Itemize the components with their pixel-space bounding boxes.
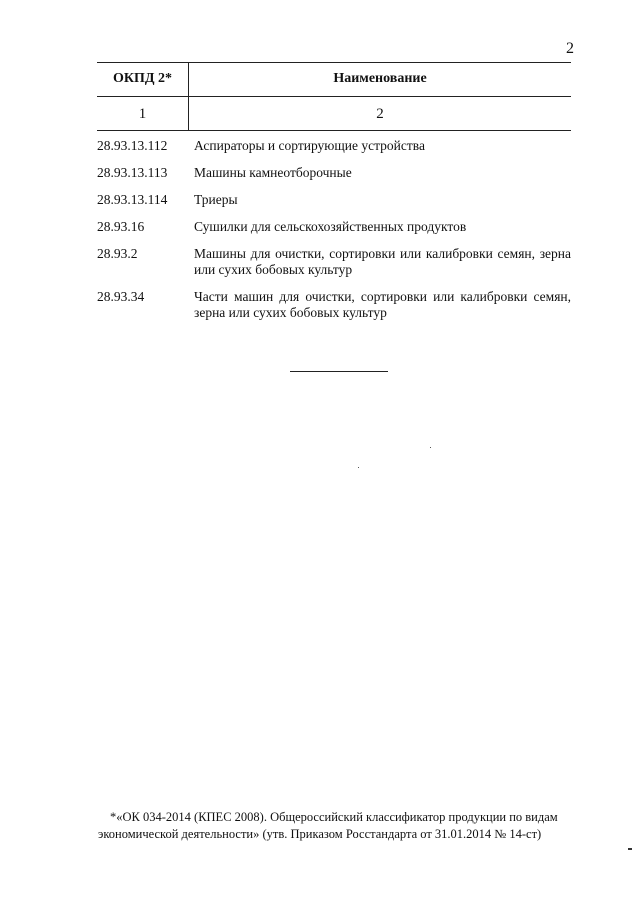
row-name: Триеры [194, 192, 238, 207]
header-name: Наименование [333, 71, 427, 86]
footnote-line-2: экономической деятельности» (утв. Приказом Росстандарта от 31.01.2014 № 14-ст) [98, 827, 542, 841]
row-code: 28.93.13.114 [97, 192, 168, 207]
table-row [97, 246, 571, 278]
table-body [97, 138, 571, 332]
table-row [97, 219, 571, 235]
row-name: Машины для очистки, сортировки или калибровки семян, зерна или сухих бобовых культур [194, 246, 571, 277]
row-code: 28.93.2 [97, 246, 138, 261]
page-number: 2 [566, 40, 574, 57]
table-numbering-row [97, 96, 571, 131]
row-name: Части машин для очистки, сортировки или калибровки семян, зерна или сухих бобовых культур [194, 289, 571, 320]
row-name: Машины камнеотборочные [194, 165, 352, 180]
footnote-line-1: *«ОК 034-2014 (КПЕС 2008). Общероссийский классификатор продукции по видам [110, 810, 558, 824]
scan-speck [358, 467, 359, 468]
table-header-row [97, 62, 571, 96]
end-divider [290, 371, 388, 372]
table-row [97, 289, 571, 321]
row-code: 28.93.34 [97, 289, 145, 304]
table-row [97, 165, 571, 181]
table-column-divider [188, 62, 189, 130]
row-name: Аспираторы и сортирующие устройства [194, 138, 425, 153]
table-header-bottom-rule [97, 130, 571, 131]
numbering-code: 1 [138, 105, 147, 122]
row-name: Сушилки для сельскохозяйственных продуктов [194, 219, 467, 234]
table-row [97, 138, 571, 154]
row-code: 28.93.13.113 [97, 165, 168, 180]
table-row [97, 192, 571, 208]
row-code: 28.93.13.112 [97, 138, 168, 153]
numbering-name: 2 [376, 105, 384, 122]
scan-mark [628, 848, 632, 850]
footnote [98, 809, 568, 843]
row-code: 28.93.16 [97, 219, 145, 234]
header-code: ОКПД 2* [112, 71, 173, 86]
scan-speck [430, 447, 431, 448]
